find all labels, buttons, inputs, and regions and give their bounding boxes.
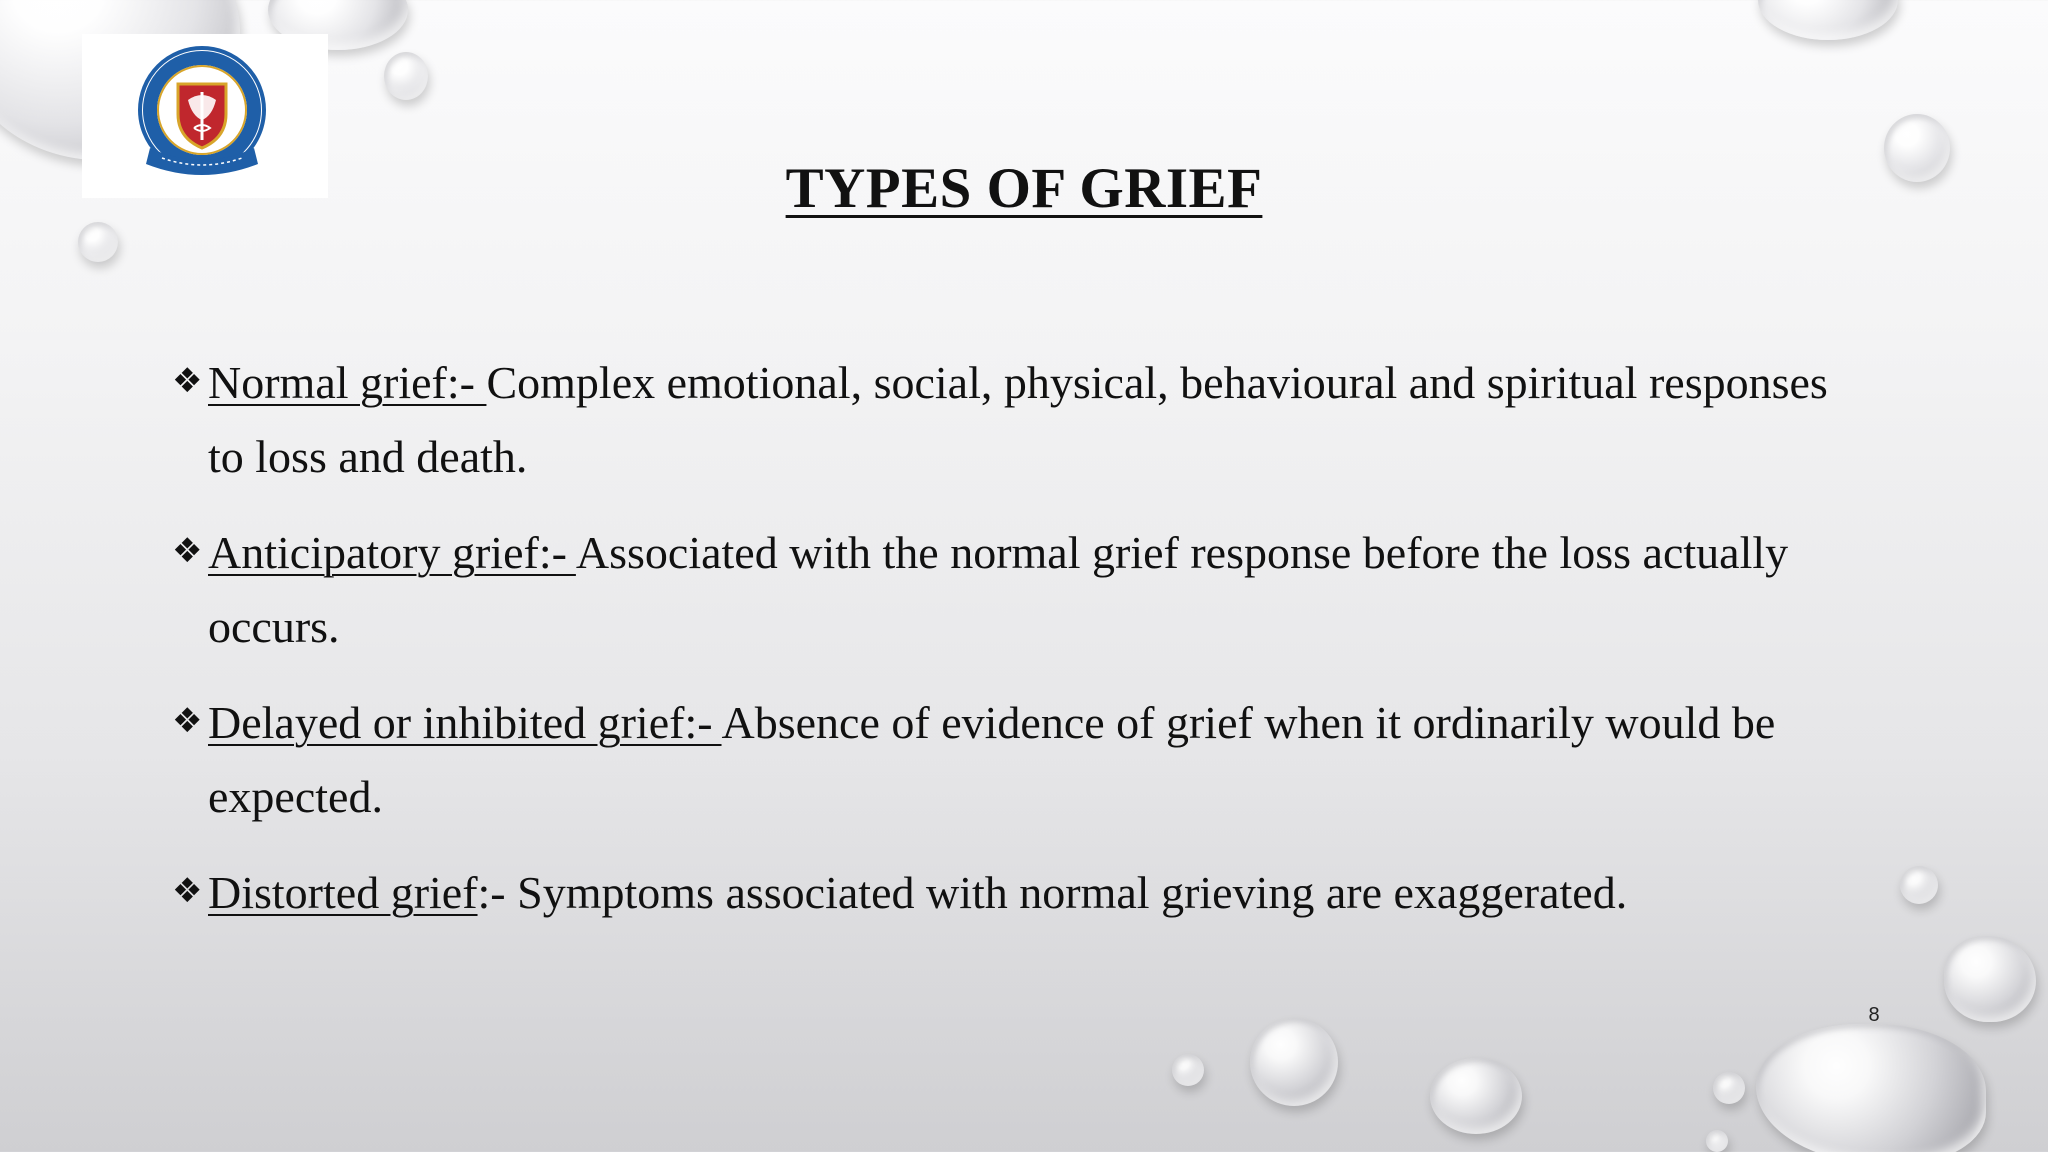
water-droplet-decoration — [1758, 0, 1898, 40]
grief-types-list — [172, 344, 1832, 950]
grief-type-description: Absence of evidence of grief when it ordinarily would be expected. — [208, 697, 1776, 822]
water-droplet-decoration — [1706, 1130, 1728, 1152]
list-item — [172, 684, 1832, 834]
list-item — [172, 344, 1832, 494]
water-droplet-decoration — [384, 52, 428, 100]
list-item — [172, 854, 1832, 930]
water-droplet-decoration — [1250, 1018, 1338, 1106]
grief-type-description: :- Symptoms associated with normal grieving are exaggerated. — [477, 867, 1628, 918]
water-droplet-decoration — [1756, 1024, 1986, 1152]
page-number: 8 — [1868, 1004, 1880, 1026]
grief-type-term: Distorted grief — [208, 867, 478, 918]
water-droplet-decoration — [78, 222, 118, 262]
list-item — [172, 514, 1832, 664]
water-droplet-decoration — [1900, 866, 1938, 904]
water-droplet-decoration — [1944, 936, 2036, 1022]
grief-type-description: Associated with the normal grief response before the loss actually occurs. — [208, 527, 1789, 652]
diamond-bullet-icon: ❖ — [172, 531, 203, 571]
grief-type-term: Normal grief:- — [208, 357, 487, 408]
water-droplet-decoration — [1172, 1054, 1204, 1086]
grief-type-description: Complex emotional, social, physical, behavioural and spiritual responses to loss and death. — [208, 357, 1828, 482]
grief-type-term: Delayed or inhibited grief:- — [208, 697, 722, 748]
grief-type-term: Anticipatory grief:- — [208, 527, 576, 578]
diamond-bullet-icon: ❖ — [172, 871, 203, 911]
water-droplet-decoration — [1430, 1058, 1522, 1134]
slide-title: TYPES OF GRIEF — [785, 157, 1263, 220]
diamond-bullet-icon: ❖ — [172, 361, 203, 401]
diamond-bullet-icon: ❖ — [172, 701, 203, 741]
water-droplet-decoration — [1713, 1072, 1745, 1104]
